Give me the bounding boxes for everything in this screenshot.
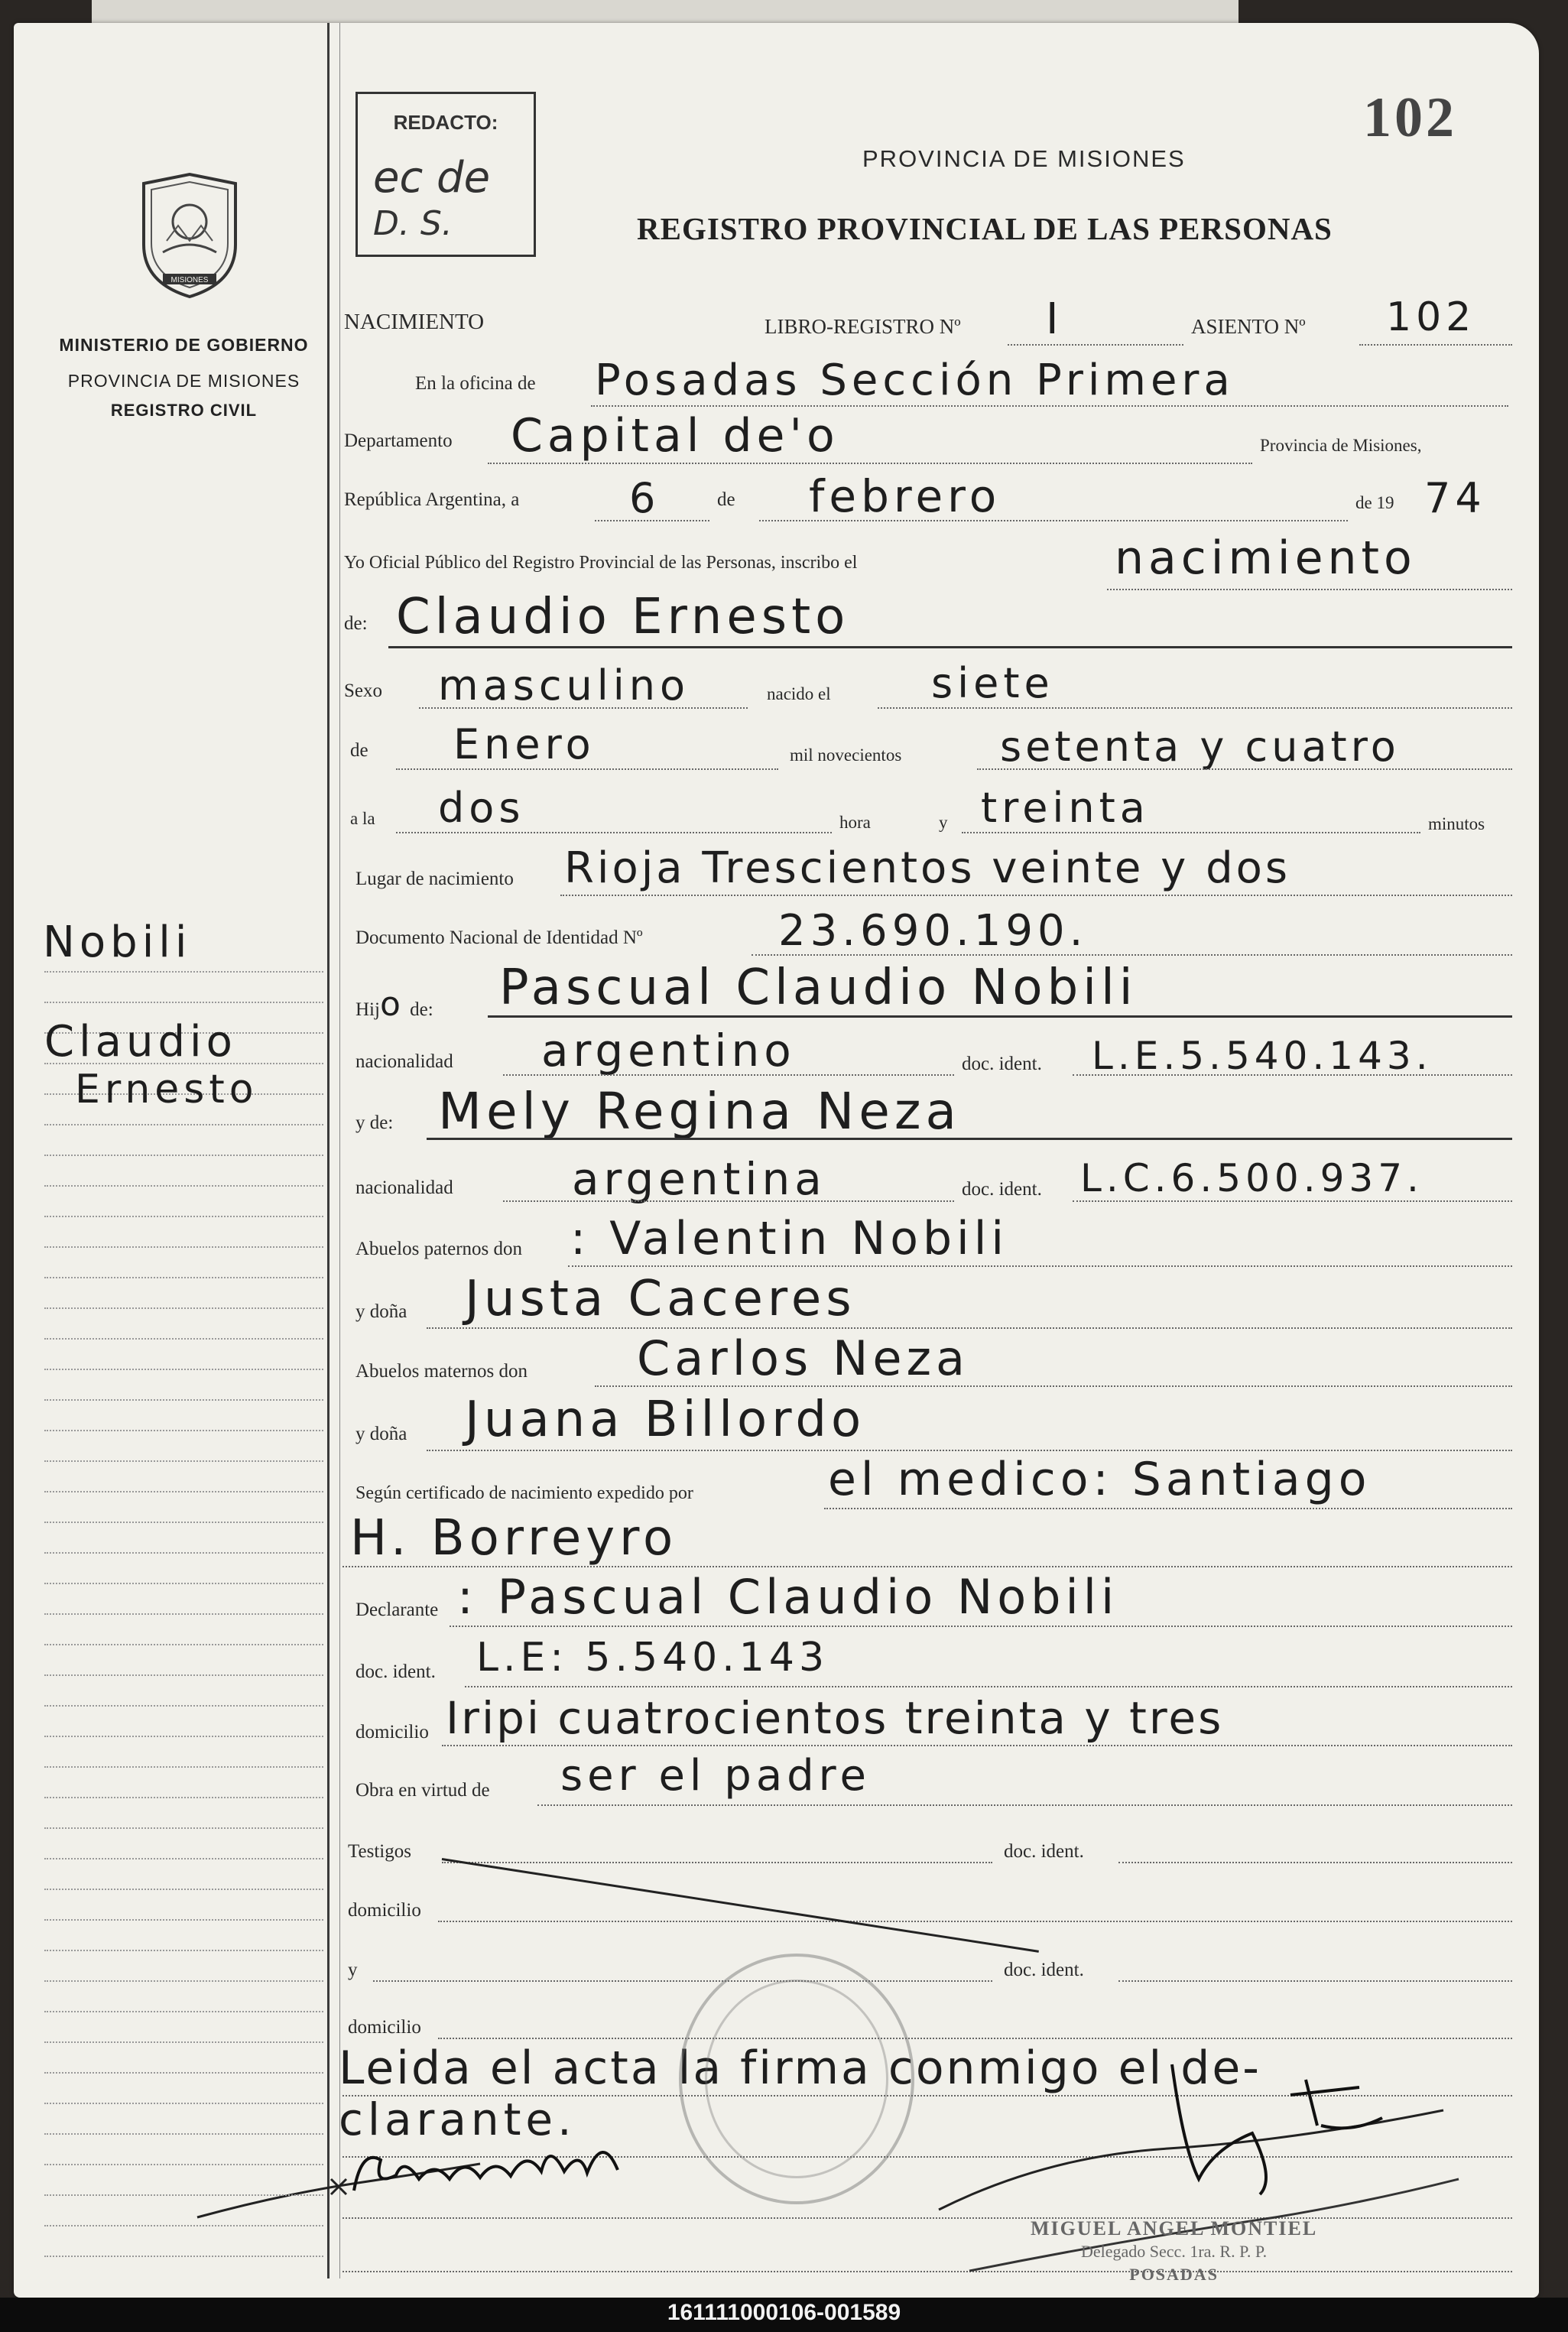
- libro-label: LIBRO-REGISTRO Nº: [765, 315, 961, 338]
- oficina-label: En la oficina de: [415, 373, 536, 394]
- nacimiento-label: NACIMIENTO: [344, 310, 485, 334]
- madre-label: y de:: [355, 1112, 394, 1133]
- certificado-line-1: [824, 1508, 1512, 1509]
- nacido-mes-value: Enero: [453, 720, 596, 768]
- seal-text: MISIONES: [170, 276, 209, 284]
- padre-docident-label: doc. ident.: [962, 1054, 1042, 1074]
- testigo2-label: y: [348, 1960, 358, 1980]
- province-seal-icon: [132, 168, 247, 302]
- certificado-value-2: H. Borreyro: [350, 1510, 678, 1567]
- abuelo-materno-label: Abuelos maternos don: [355, 1361, 528, 1382]
- redacto-box: [355, 92, 536, 257]
- margin-rule-line: [44, 1277, 323, 1278]
- ministry-heading: MINISTERIO DE GOBIERNO: [59, 335, 309, 355]
- declarante-value: : Pascual Claudio Nobili: [457, 1569, 1119, 1625]
- cierre-value-2: clarante.: [339, 2093, 576, 2145]
- sexo-label: Sexo: [344, 680, 382, 701]
- margin-rule-line: [44, 1980, 323, 1982]
- padre-value: Pascual Claudio Nobili: [499, 960, 1138, 1016]
- nacido-anio-line: [977, 768, 1512, 770]
- nombre-line: [388, 646, 1512, 648]
- madre-doc-line: [1073, 1200, 1512, 1202]
- abuela-materna-line: [427, 1450, 1512, 1451]
- nacido-label: nacido el: [767, 684, 831, 703]
- madre-line: [427, 1138, 1512, 1140]
- testigo2-domicilio-line: [438, 2038, 1512, 2039]
- registry-page: [14, 23, 1539, 2298]
- lugar-value: Rioja Trescientos veinte y dos: [564, 843, 1291, 893]
- testigos-domicilio-line: [438, 1921, 1512, 1922]
- margin-rule-line: [44, 2256, 323, 2257]
- margin-rule-line: [44, 1552, 323, 1554]
- departamento-label: Departamento: [344, 430, 453, 451]
- mes-line: [759, 520, 1348, 521]
- libro-value: I: [1046, 294, 1063, 344]
- nacido-anio-value: setenta y cuatro: [1000, 723, 1400, 771]
- obra-label: Obra en virtud de: [355, 1780, 490, 1801]
- dni-line: [752, 954, 1512, 956]
- domicilio-label: domicilio: [355, 1722, 429, 1743]
- certificado-line-2: [342, 1566, 1512, 1567]
- mes-value: febrero: [809, 470, 1002, 522]
- minutos-label: minutos: [1428, 814, 1485, 833]
- asiento-line: [1359, 344, 1512, 346]
- certificado-label: Según certificado de nacimiento expedido por: [355, 1483, 693, 1503]
- madre-nacionalidad-label: nacionalidad: [355, 1177, 453, 1198]
- margin-rule-line: [44, 1002, 323, 1003]
- documento-label: Documento Nacional de Identidad Nº: [355, 927, 643, 948]
- anio-value: 74: [1424, 474, 1486, 522]
- oficina-line: [591, 405, 1508, 407]
- lugar-label: Lugar de nacimiento: [355, 869, 514, 889]
- margin-apellido: Nobili: [43, 918, 192, 967]
- padre-nacionalidad-label: nacionalidad: [355, 1051, 453, 1072]
- margin-rule-line: [44, 2164, 323, 2165]
- hora-value: dos: [438, 784, 525, 832]
- margin-rule-line: [44, 1399, 323, 1401]
- sexo-line: [419, 707, 748, 709]
- padre-doc-line: [1073, 1074, 1512, 1076]
- sexo-value: masculino: [438, 661, 690, 710]
- margin-rule-line: [44, 1155, 323, 1156]
- dia-value: 6: [629, 474, 661, 522]
- margin-rule-line: [44, 1430, 323, 1431]
- y-label: y: [939, 813, 948, 832]
- oficina-value: Posadas Sección Primera: [595, 356, 1235, 405]
- margin-rule-line: [44, 1766, 323, 1768]
- provincia-label: Provincia de Misiones,: [1260, 436, 1422, 455]
- abuela-paterna-value: Justa Caceres: [465, 1271, 856, 1327]
- margin-rule-line: [44, 1919, 323, 1921]
- declarante-line: [450, 1626, 1512, 1627]
- mil-label: mil novecientos: [790, 745, 902, 765]
- declarante-doc-line: [465, 1686, 1512, 1687]
- margin-rule-line: [44, 1827, 323, 1829]
- domicilio-value: Iripi cuatrocientos treinta y tres: [446, 1692, 1224, 1744]
- abuela-materna-label: y doña: [355, 1424, 407, 1444]
- declarante-label: Declarante: [355, 1600, 439, 1620]
- margin-rule-line: [44, 1583, 323, 1584]
- padre-nacionalidad-value: argentino: [541, 1025, 796, 1077]
- background-paper: [92, 0, 1238, 26]
- asiento-label: ASIENTO Nº: [1191, 315, 1306, 338]
- testigos-doc-line: [1118, 1862, 1512, 1863]
- margin-rule-line: [44, 2103, 323, 2104]
- margin-rule-line: [44, 1705, 323, 1707]
- madre-docident-label: doc. ident.: [962, 1179, 1042, 1200]
- departamento-value: Capital de'o: [511, 409, 839, 463]
- nacido-dia-line: [878, 707, 1512, 709]
- margin-rule-line: [44, 1644, 323, 1645]
- margin-rule-line: [44, 1338, 323, 1340]
- margin-rule-line: [44, 2194, 323, 2196]
- margin-rule-line: [44, 1522, 323, 1523]
- minutos-value: treinta: [981, 784, 1150, 832]
- domicilio-line: [442, 1745, 1512, 1746]
- acto-line: [1107, 589, 1512, 590]
- cierre-value-1: Leida el acta la firma conmigo el de-: [339, 2041, 1261, 2095]
- de19-label: de 19: [1355, 493, 1394, 512]
- margin-rule-secondary: [339, 23, 340, 2278]
- certificado-value-1: el medico: Santiago: [828, 1453, 1372, 1506]
- registry-title: REGISTRO PROVINCIAL DE LAS PERSONAS: [637, 211, 1333, 246]
- margin-rule-line: [44, 1246, 323, 1248]
- obra-line: [537, 1804, 1512, 1806]
- province-title: PROVINCIA DE MISIONES: [862, 145, 1186, 172]
- de-label: de: [717, 489, 735, 510]
- margin-rule-line: [44, 1216, 323, 1217]
- abuelo-paterno-line: [568, 1265, 1512, 1267]
- madre-doc-value: L.C.6.500.937.: [1080, 1156, 1424, 1200]
- page-number: 102: [1363, 86, 1457, 149]
- nombre-label: de:: [344, 613, 368, 634]
- padre-line: [488, 1015, 1512, 1018]
- margin-rule-line: [44, 1460, 323, 1462]
- declarante-docident-label: doc. ident.: [355, 1661, 436, 1682]
- oficial-label: Yo Oficial Público del Registro Provincial de las Personas, inscribo el: [344, 553, 858, 573]
- declarante-doc-value: L.E: 5.540.143: [476, 1635, 829, 1681]
- abuelo-paterno-label: Abuelos paternos don: [355, 1239, 523, 1259]
- official-stamp-text: MIGUEL ANGEL MONTIEL Delegado Secc. 1ra. R. P. P. POSADAS: [1031, 2217, 1318, 2284]
- redacto-label: REDACTO:: [393, 111, 498, 134]
- testigos-domicilio-label: domicilio: [348, 1900, 421, 1921]
- abuelo-materno-value: Carlos Neza: [637, 1330, 970, 1386]
- margin-rule-line: [44, 1797, 323, 1798]
- redacto-value: ec de D. S.: [373, 153, 491, 243]
- padre-nacionalidad-line: [503, 1074, 954, 1076]
- civil-registry-subheading: REGISTRO CIVIL: [110, 401, 258, 420]
- republica-label: República Argentina, a: [344, 489, 520, 510]
- testigos-docident-label: doc. ident.: [1004, 1841, 1084, 1862]
- lugar-line: [560, 895, 1512, 896]
- margin-rule-line: [44, 2041, 323, 2043]
- nacido-de-label: de: [350, 740, 368, 761]
- margin-nombre-2: Ernesto: [75, 1067, 258, 1112]
- margin-rule-line: [44, 1674, 323, 1676]
- margin-nombre-1: Claudio: [44, 1017, 237, 1067]
- acto-value: nacimiento: [1115, 531, 1417, 585]
- province-subheading: PROVINCIA DE MISIONES: [67, 371, 300, 391]
- margin-rule-line: [44, 971, 323, 973]
- margin-rule-line: [44, 2225, 323, 2226]
- nacido-mes-line: [396, 768, 778, 770]
- margin-rule: [327, 23, 330, 2278]
- nombre-value: Claudio Ernesto: [396, 589, 850, 645]
- madre-value: Mely Regina Neza: [438, 1082, 961, 1141]
- madre-nacionalidad-value: argentina: [572, 1153, 826, 1205]
- ala-label: a la: [350, 809, 375, 828]
- nacido-dia-value: siete: [931, 659, 1054, 707]
- margin-rule-line: [44, 1889, 323, 1890]
- footer-id: 161111000106-001589: [667, 2300, 901, 2325]
- margin-rule-line: [44, 1736, 323, 1737]
- dni-value: 23.690.190.: [778, 906, 1088, 956]
- abuela-paterna-line: [427, 1327, 1512, 1329]
- testigos-label: Testigos: [348, 1841, 411, 1862]
- departamento-line: [488, 463, 1252, 464]
- testigo2-line: [373, 1980, 992, 1982]
- margin-rule-line: [44, 2133, 323, 2135]
- libro-line: [1008, 344, 1183, 346]
- asiento-value: 102: [1386, 294, 1476, 340]
- obra-value: ser el padre: [560, 1751, 871, 1801]
- dia-line: [595, 520, 709, 521]
- abuela-materna-value: Juana Billordo: [465, 1392, 866, 1448]
- margin-rule-line: [44, 1124, 323, 1125]
- margin-rule-line: [44, 2011, 323, 2012]
- abuela-paterna-label: y doña: [355, 1301, 407, 1322]
- margin-rule-line: [44, 1185, 323, 1187]
- hora-label: hora: [839, 813, 871, 832]
- declarante-signature: [190, 2118, 725, 2233]
- margin-rule-line: [44, 2072, 323, 2074]
- testigo2-doc-line: [1118, 1980, 1512, 1982]
- margin-rule-line: [44, 1950, 323, 1951]
- hijo-label: Hijo de:: [355, 985, 433, 1024]
- abuelo-paterno-value: : Valentin Nobili: [570, 1212, 1009, 1265]
- margin-rule-line: [44, 1491, 323, 1492]
- padre-doc-value: L.E.5.540.143.: [1092, 1034, 1433, 1078]
- madre-nacionalidad-line: [503, 1200, 954, 1202]
- minutos-line: [962, 832, 1420, 833]
- margin-rule-line: [44, 1613, 323, 1615]
- testigo2-domicilio-label: domicilio: [348, 2017, 421, 2038]
- hora-line: [396, 832, 832, 833]
- testigo2-docident-label: doc. ident.: [1004, 1960, 1084, 1980]
- margin-rule-line: [44, 1369, 323, 1370]
- margin-rule-line: [44, 1858, 323, 1859]
- abuelo-materno-line: [595, 1385, 1512, 1387]
- testigos-cancel-line: [442, 1858, 1039, 1953]
- testigos-line: [442, 1862, 992, 1863]
- margin-rule-line: [44, 1307, 323, 1309]
